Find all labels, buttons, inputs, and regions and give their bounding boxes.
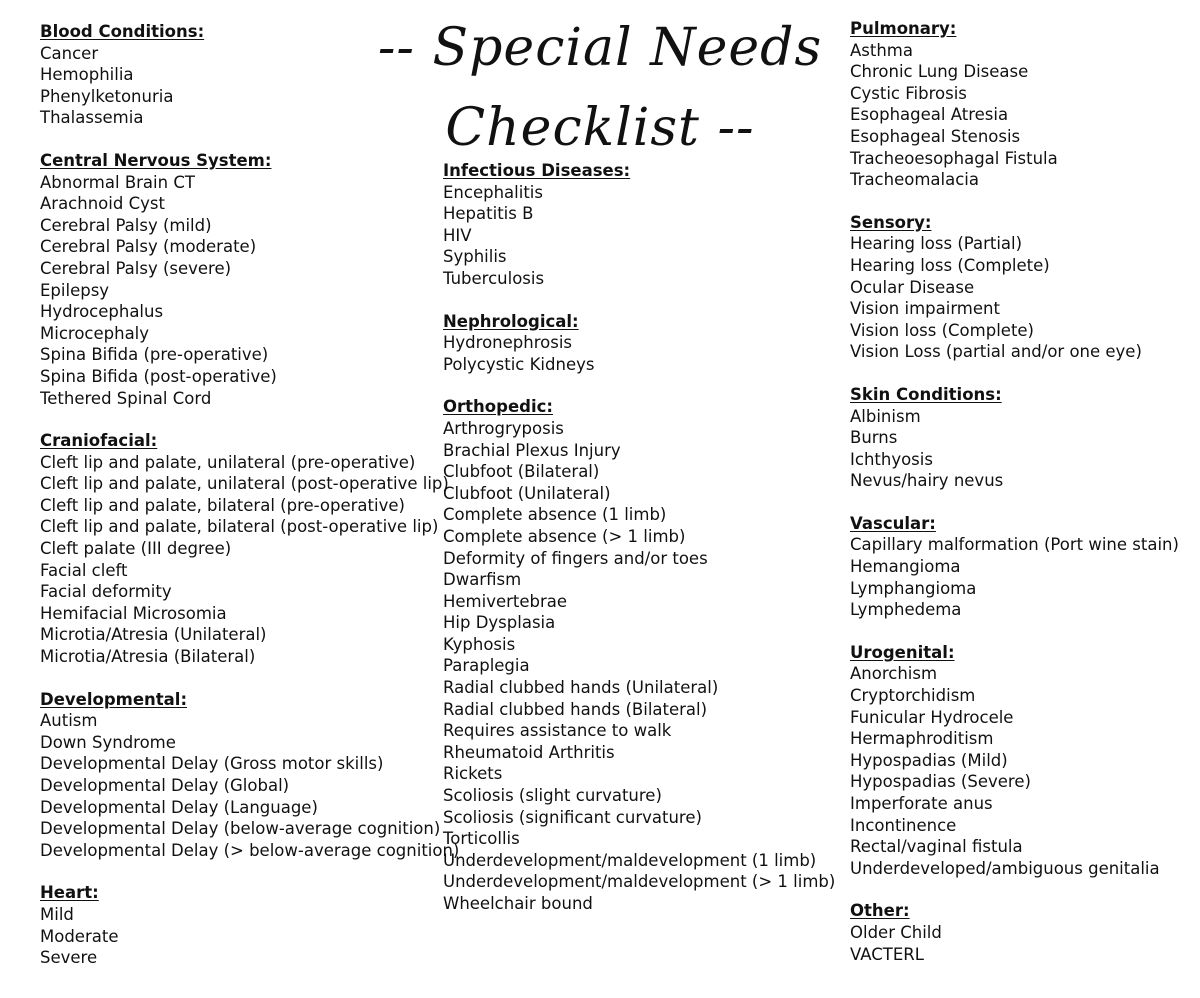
condition-item: Phenylketonuria [40,86,174,106]
condition-item: Tracheomalacia [850,170,979,190]
condition-list [850,40,1179,191]
condition-item: Rheumatoid Arthritis [443,742,615,762]
section-heading: Heart: [40,883,99,903]
condition-item: Clubfoot (Unilateral) [443,483,611,503]
condition-item: Arthrogryposis [443,418,564,438]
condition-item: Hearing loss (Complete) [850,255,1050,275]
condition-item: Clubfoot (Bilateral) [443,462,600,482]
condition-item: Cerebral Palsy (moderate) [40,237,257,257]
condition-item: Mild [40,904,74,924]
condition-item: Autism [40,711,98,731]
condition-item: Developmental Delay (> below-average cognition) [40,840,460,860]
section-nephrological [443,311,835,376]
condition-item: Down Syndrome [40,732,176,752]
condition-item: VACTERL [850,944,924,964]
condition-list [850,534,1179,620]
condition-item: Thalassemia [40,108,144,128]
condition-item: Hemivertebrae [443,591,568,611]
section-heading: Urogenital: [850,642,955,662]
condition-item: Epilepsy [40,280,110,300]
condition-item: Underdeveloped/ambiguous genitalia [850,858,1160,878]
condition-item: Hydronephrosis [443,333,572,353]
condition-item: Chronic Lung Disease [850,62,1029,82]
condition-item: Scoliosis (slight curvature) [443,786,662,806]
condition-item: Hepatitis B [443,204,534,224]
condition-item: Facial cleft [40,560,128,580]
condition-item: Hip Dysplasia [443,613,556,633]
condition-list [443,418,835,915]
condition-item: Cleft lip and palate, unilateral (pre-operative) [40,452,416,472]
section-heading: Pulmonary: [850,19,957,38]
section-skin-conditions [850,384,1179,492]
page-title: -- Special Needs Checklist -- [377,18,823,158]
section-heading: Vascular: [850,513,936,533]
section-vascular [850,513,1179,621]
condition-item: Developmental Delay (Language) [40,797,318,817]
condition-item: Paraplegia [443,656,530,676]
column-middle [443,160,835,936]
condition-item: Cerebral Palsy (mild) [40,215,212,235]
condition-item: Spina Bifida (post-operative) [40,366,277,386]
condition-item: Ocular Disease [850,277,975,297]
condition-item: Facial deformity [40,582,172,602]
condition-item: Requires assistance to walk [443,721,672,741]
condition-item: Rickets [443,764,503,784]
condition-item: Developmental Delay (Gross motor skills) [40,754,384,774]
section-central-nervous-system [40,150,459,409]
condition-item: Wheelchair bound [443,894,593,913]
condition-item: Hypospadias (Mild) [850,750,1008,770]
section-developmental [40,689,459,862]
condition-list [443,182,835,290]
condition-item: Esophageal Atresia [850,105,1009,125]
condition-item: Syphilis [443,247,507,267]
condition-item: Cryptorchidism [850,686,976,706]
condition-item: Vision impairment [850,299,1000,319]
section-blood-conditions [40,21,459,129]
condition-item: Complete absence (> 1 limb) [443,526,686,546]
condition-item: Lymphangioma [850,578,977,598]
condition-item: Hearing loss (Partial) [850,234,1023,254]
section-urogenital [850,642,1179,880]
section-craniofacial [40,430,459,668]
section-heading: Skin Conditions: [850,384,1002,404]
condition-item: Arachnoid Cyst [40,194,165,214]
condition-item: Funicular Hydrocele [850,707,1014,727]
condition-item: Ichthyosis [850,449,933,469]
condition-list [40,43,459,129]
condition-item: Polycystic Kidneys [443,354,595,374]
condition-item: Hermaphroditism [850,729,994,749]
condition-item: Developmental Delay (Global) [40,776,290,795]
condition-item: Lymphedema [850,600,962,620]
condition-item: Albinism [850,406,921,426]
condition-item: Microcephaly [40,323,150,343]
condition-list [850,922,1179,965]
condition-item: Radial clubbed hands (Bilateral) [443,699,708,719]
condition-item: Tethered Spinal Cord [40,388,212,408]
condition-item: Hydrocephalus [40,302,164,322]
section-sensory [850,212,1179,363]
condition-list [40,172,459,410]
condition-item: Vision loss (Complete) [850,320,1034,340]
condition-item: Complete absence (1 limb) [443,505,667,525]
condition-item: Esophageal Stenosis [850,126,1021,146]
condition-item: Cleft palate (III degree) [40,539,232,559]
column-right [850,18,1179,986]
section-heading: Other: [850,901,910,921]
section-infectious-diseases [443,160,835,290]
condition-item: Cancer [40,43,99,63]
condition-item: Hypospadias (Severe) [850,772,1031,792]
section-other [850,900,1179,965]
condition-item: Spina Bifida (pre-operative) [40,345,269,365]
condition-item: Older Child [850,922,942,942]
section-heading: Blood Conditions: [40,22,205,41]
section-pulmonary [850,18,1179,191]
condition-item: Microtia/Atresia (Bilateral) [40,647,256,667]
condition-list [850,406,1179,492]
condition-item: Microtia/Atresia (Unilateral) [40,625,267,645]
section-heading: Nephrological: [443,311,579,331]
condition-item: Cerebral Palsy (severe) [40,258,232,278]
condition-item: Cleft lip and palate, unilateral (post-operative lip) [40,474,449,494]
condition-item: Tracheoesophagal Fistula [850,148,1058,168]
condition-item: Radial clubbed hands (Unilateral) [443,678,719,698]
condition-item: Severe [40,948,98,968]
condition-item: Underdevelopment/maldevelopment (1 limb) [443,850,817,870]
condition-item: HIV [443,225,472,245]
condition-item: Kyphosis [443,634,516,654]
condition-item: Hemifacial Microsomia [40,603,227,623]
condition-item: Incontinence [850,815,957,835]
condition-item: Dwarfism [443,570,522,590]
section-heart [40,882,459,968]
condition-item: Brachial Plexus Injury [443,440,621,460]
column-left [40,21,459,990]
condition-item: Underdevelopment/maldevelopment (> 1 limb) [443,872,836,892]
condition-item: Cleft lip and palate, bilateral (pre-operative) [40,495,405,515]
condition-list [40,710,459,861]
condition-item: Rectal/vaginal fistula [850,837,1023,857]
section-heading: Developmental: [40,689,188,709]
condition-item: Capillary malformation (Port wine stain) [850,535,1179,555]
condition-item: Encephalitis [443,182,543,202]
condition-item: Deformity of fingers and/or toes [443,548,708,568]
condition-list [850,233,1179,363]
condition-item: Vision Loss (partial and/or one eye) [850,342,1142,362]
section-heading: Orthopedic: [443,397,553,417]
condition-item: Cleft lip and palate, bilateral (post-operative lip) [40,517,439,537]
section-heading: Infectious Diseases: [443,161,631,180]
condition-item: Hemangioma [850,557,961,577]
condition-item: Imperforate anus [850,794,993,813]
section-orthopedic [443,396,835,914]
condition-item: Tuberculosis [443,268,545,288]
condition-item: Anorchism [850,664,938,684]
section-heading: Central Nervous System: [40,150,272,170]
condition-list [850,663,1179,879]
condition-list [443,332,835,375]
condition-item: Nevus/hairy nevus [850,471,1004,491]
section-heading: Craniofacial: [40,431,158,451]
condition-list [40,904,459,969]
condition-item: Developmental Delay (below-average cognition) [40,819,441,839]
section-heading: Sensory: [850,212,932,232]
condition-list [40,452,459,668]
condition-item: Hemophilia [40,65,134,85]
condition-item: Abnormal Brain CT [40,172,195,192]
condition-item: Torticollis [443,829,520,849]
condition-item: Asthma [850,40,913,60]
condition-item: Cystic Fibrosis [850,83,967,103]
condition-item: Moderate [40,926,119,946]
condition-item: Burns [850,428,898,448]
condition-item: Scoliosis (significant curvature) [443,807,702,827]
